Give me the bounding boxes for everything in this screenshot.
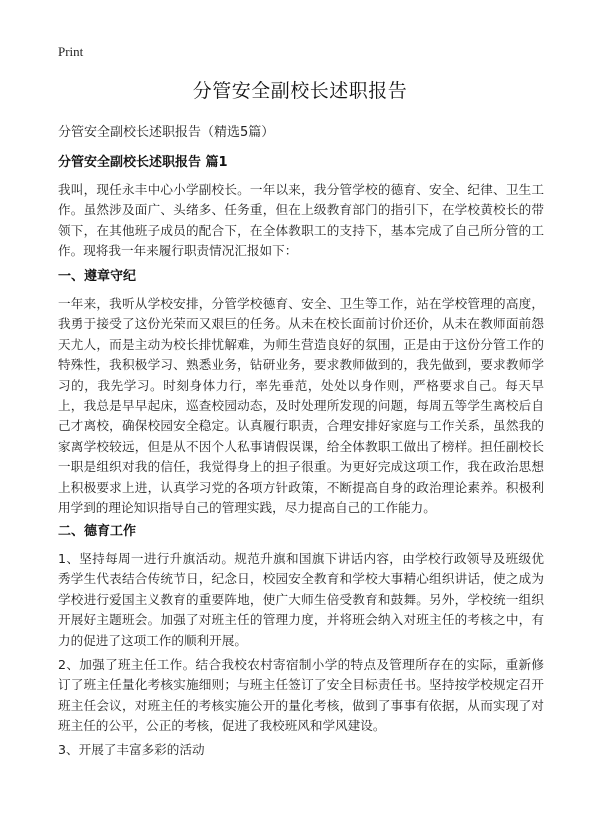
section-heading-discipline: 一、遵章守纪	[58, 269, 137, 284]
section-paragraph: 3、开展了丰富多彩的活动	[58, 742, 205, 757]
section-paragraph: 一年来，我听从学校安排，分管学校德育、安全、卫生等工作，站在学校管理的高度，我勇于接受了这份光荣而又艰巨的任务。从未在校长面前讨价还价，从未在教师面前怨天尤人，而是主动为校长排忧解难，为师生营造良好的氛围，正是由于这份分管工作的特殊性，我积极学习、熟悉业务，钻研业务，要求教师做到的，我先做到，要求教师学习的，我先学习。时刻身体力行，率先垂范，处处以身作则，严格要求自己。每天早上，我总是早早起床，巡查校园动态，及时处理所发现的问题，每周五等学生离校后自己才离校，确保校园安全稳定。认真履行职责，合理安排好家庭与工作关系，虽然我的家离学校较远，但是从不因个人私事请假误课，给全体教职工做出了榜样。担任副校长一职是组织对我的信任，我觉得身上的担子很重。为更好完成这项工作，我在政治思想上积极要求上进，认真学习党的各项方针政策，不断提高自身的政治理论素养。积极利用学到的理论知识指导自己的管理实践，尽力提高自己的工作能力。	[58, 296, 544, 516]
section-heading-moral-education: 二、德育工作	[58, 524, 137, 539]
section-paragraph: 1、坚持每周一进行升旗活动。规范升旗和国旗下讲话内容，由学校行政领导及班级优秀学生代表结合传统节日，纪念日，校园安全教育和学校大事精心组织讲话，使之成为学校进行爱国主义教育的重要阵地，使广大师生倍受教育和鼓舞。另外，学校统一组织开展好主题班会。加强了对班主任的管理力度，并将班会纳入对班主任的考核之中，有力的促进了这项工作的顺利开展。	[58, 551, 544, 648]
document-title: 分管安全副校长述职报告	[192, 80, 408, 102]
section-paragraph: 2、加强了班主任工作。结合我校农村寄宿制小学的特点及管理所存在的实际，重新修订了班主任量化考核实施细则；与班主任签订了安全目标责任书。坚持按学校规定召开班主任会议，对班主任的考核实施公开的量化考核，做到了事事有依据，从而实现了对班主任的公平，公正的考核，促进了我校班风和学风建设。	[58, 657, 544, 734]
article-heading: 分管安全副校长述职报告 篇1	[58, 155, 228, 170]
print-link[interactable]: Print	[58, 44, 84, 59]
document-subtitle: 分管安全副校长述职报告（精选5篇）	[58, 125, 275, 140]
intro-paragraph: 我叫，现任永丰中心小学副校长。一年以来，我分管学校的德育、安全、纪律、卫生工作。虽然涉及面广、头绪多、任务重，但在上级教育部门的指引下，在学校黄校长的带领下，在其他班子成员的配合下，在全体教职工的支持下，基本完成了自己所分管的工作。现将我一年来履行职责情况汇报如下：	[58, 182, 544, 259]
